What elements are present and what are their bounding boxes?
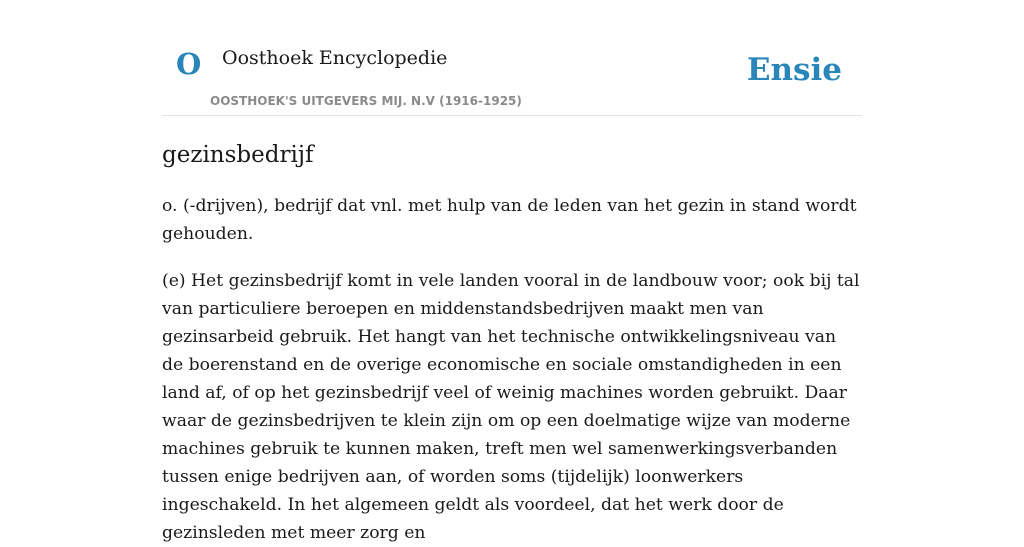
page (162, 0, 862, 543)
publisher-subtitle: OOSTHOEK'S UITGEVERS MIJ. N.V (1916-1925) (210, 94, 522, 108)
entry-definition: o. (-drijven), bedrijf dat vnl. met hulp van de leden van het gezin in stand wordt gehouden. (162, 196, 857, 244)
entry-title: gezinsbedrijf (162, 142, 314, 168)
site-header (162, 0, 862, 116)
logo-mark[interactable]: O (176, 47, 202, 81)
ensie-brand-link[interactable]: Ensie (746, 52, 842, 88)
entry-body: (e) Het gezinsbedrijf komt in vele landen vooral in de landbouw voor; ook bij tal van particuliere beroepen en middenstandsbedrijven maakt men van gezinsarbeid gebruik. Het hangt van het technische ontwikkelingsniveau van de boerenstand en de overige economische en sociale omstandigheden in een land af, of op het gezinsbedrijf veel of weinig machines worden gebruikt. Daar waar de gezinsbedrijven te klein zijn om op een doelmatige wijze van moderne machines gebruik te kunnen maken, treft men wel samenwerkingsverbanden tussen enige bedrijven aan, of worden soms (tijdelijk) loonwerkers ingeschakeld. In het algemeen geldt als voordeel, dat het werk door de gezinsleden met meer zorg en (162, 271, 860, 543)
site-title[interactable]: Oosthoek Encyclopedie (222, 47, 448, 69)
